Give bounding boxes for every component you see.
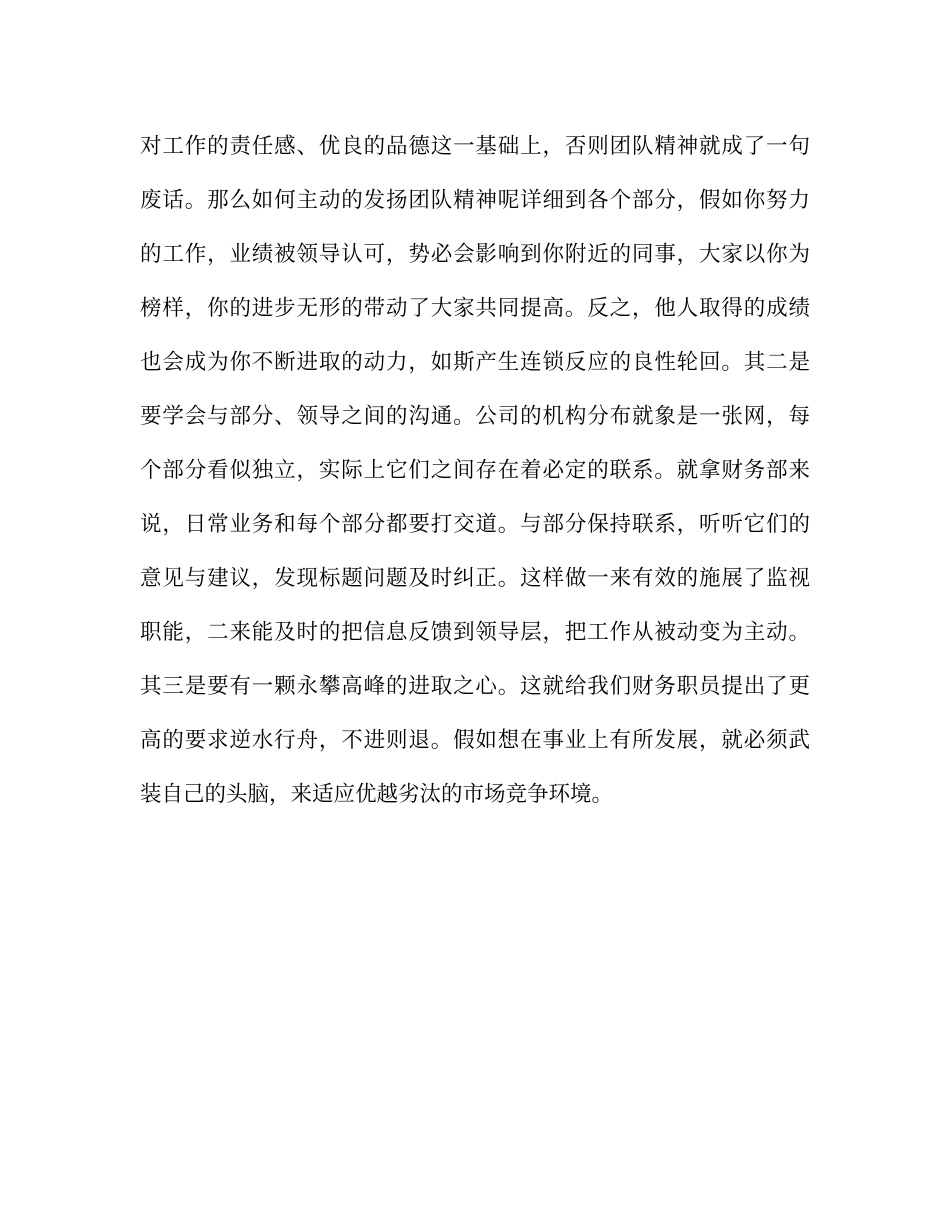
text-line: 也会成为你不断进取的动力，如斯产生连锁反应的良性轮回。其二是 [140,350,810,375]
body-text [140,120,810,822]
text-line: 要学会与部分、领导之间的沟通。公司的机构分布就象是一张网，每 [140,404,810,429]
text-line: 高的要求逆水行舟，不进则退。假如想在事业上有所发展，就必须武 [140,728,810,753]
text-line: 的工作，业绩被领导认可，势必会影响到你附近的同事，大家以你为 [140,242,810,267]
text-line: 榜样，你的进步无形的带动了大家共同提高。反之，他人取得的成绩 [140,296,810,321]
text-line: 其三是要有一颗永攀高峰的进取之心。这就给我们财务职员提出了更 [140,674,810,699]
text-line: 说，日常业务和每个部分都要打交道。与部分保持联系，听听它们的 [140,512,810,537]
text-line: 意见与建议，发现标题问题及时纠正。这样做一来有效的施展了监视 [140,566,810,591]
text-line: 装自己的头脑，来适应优越劣汰的市场竞争环境。 [140,782,614,807]
text-line: 职能，二来能及时的把信息反馈到领导层，把工作从被动变为主动。 [140,620,810,645]
text-line: 废话。那么如何主动的发扬团队精神呢详细到各个部分，假如你努力 [140,188,810,213]
text-line: 个部分看似独立，实际上它们之间存在着必定的联系。就拿财务部来 [140,458,810,483]
text-line: 对工作的责任感、优良的品德这一基础上，否则团队精神就成了一句 [140,134,810,159]
